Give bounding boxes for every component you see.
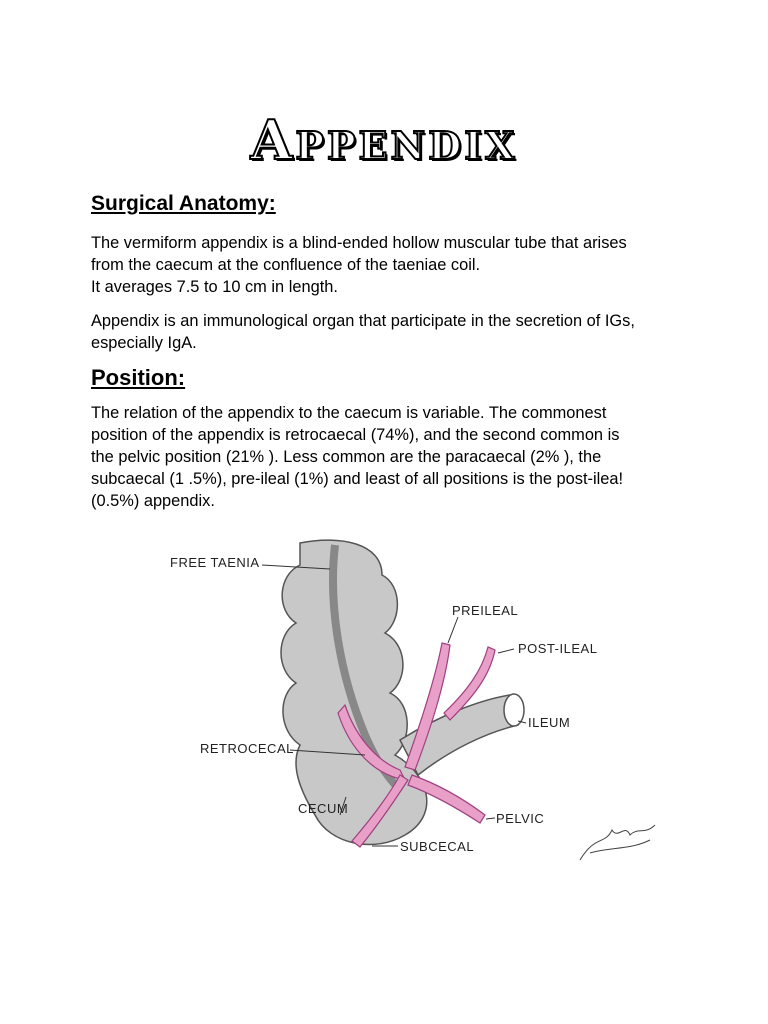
text-line: Appendix is an immunological organ that participate in the secretion of IGs, xyxy=(91,312,635,330)
label-free-taenia: FREE TAENIA xyxy=(170,555,260,570)
ileum-opening xyxy=(504,694,524,726)
paragraph-position xyxy=(91,402,731,512)
paragraph-immunology xyxy=(91,310,731,354)
label-subcecal: SUBCECAL xyxy=(400,839,475,854)
appendix-position-diagram xyxy=(150,535,670,875)
text-line: position of the appendix is retrocaecal (74%), and the second common is xyxy=(91,426,620,444)
paragraph-anatomy-description xyxy=(91,232,731,298)
label-post-ileal: POST-ILEAL xyxy=(518,641,598,656)
text-line: (0.5%) appendix. xyxy=(91,492,215,510)
label-pelvic: PELVIC xyxy=(496,811,545,826)
text-line: The relation of the appendix to the caecum is variable. The commonest xyxy=(91,404,607,422)
section-heading-position: Position: xyxy=(91,365,186,390)
label-cecum: CECUM xyxy=(298,801,349,816)
artist-signature xyxy=(580,825,655,860)
text-line: from the caecum at the confluence of the taeniae coil. xyxy=(91,256,481,274)
text-line: subcaecal (1 .5%), pre-ileal (1%) and least of all positions is the post-ilea! xyxy=(91,470,624,488)
document-title: Appendix xyxy=(250,108,518,172)
label-ileum: ILEUM xyxy=(528,715,571,730)
label-preileal: PREILEAL xyxy=(452,603,519,618)
section-heading-surgical-anatomy: Surgical Anatomy: xyxy=(91,192,276,215)
text-line: The vermiform appendix is a blind-ended hollow muscular tube that arises xyxy=(91,234,627,252)
text-line: especially IgA. xyxy=(91,334,197,352)
label-retrocecal: RETROCECAL xyxy=(200,741,294,756)
text-line: It averages 7.5 to 10 cm in length. xyxy=(91,278,338,296)
text-line: the pelvic position (21% ). Less common are the paracaecal (2% ), the xyxy=(91,448,602,466)
colon-drawing xyxy=(281,540,524,844)
